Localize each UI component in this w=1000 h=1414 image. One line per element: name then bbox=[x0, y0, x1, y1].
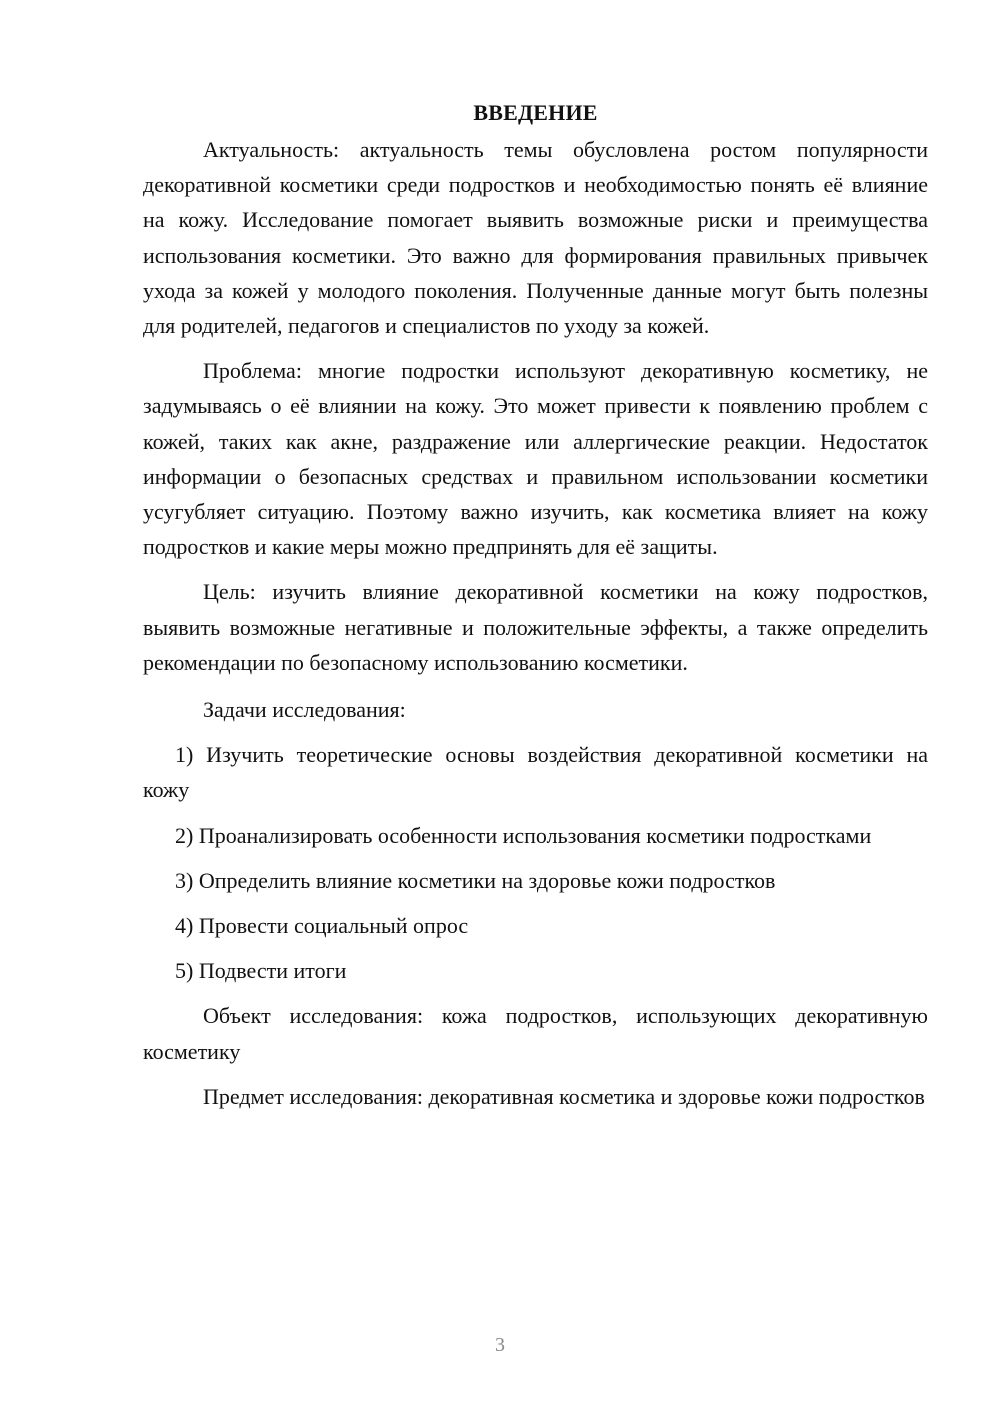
page-content bbox=[143, 95, 928, 1114]
page-number: 3 bbox=[495, 1334, 505, 1356]
task-item-4: 4) Провести социальный опрос bbox=[175, 913, 469, 939]
task-item-3: 3) Определить влияние косметики на здоровье кожи подростков bbox=[175, 867, 776, 893]
problem-paragraph: Проблема: многие подростки используют декоративную косметику, не задумываясь о её влиянии на кожу. Это может привести к появлению проблем с кожей, таких как акне, раздражение или аллергические реакции. Недостаток информации о безопасных средствах и правильном использовании косметики усугубляет ситуацию. Поэтому важно изучить, как косметика влияет на кожу подростков и какие меры можно предпринять для её защиты. bbox=[143, 358, 928, 560]
subject-paragraph: Предмет исследования: декоративная косметика и здоровье кожи подростков bbox=[203, 1083, 925, 1109]
section-title: ВВЕДЕНИЕ bbox=[473, 100, 598, 125]
goal-paragraph: Цель: изучить влияние декоративной косметики на кожу подростков, выявить возможные негативные и положительные эффекты, а также определить рекомендации по безопасному использованию косметики. bbox=[143, 579, 928, 675]
task-item-5: 5) Подвести итоги bbox=[175, 958, 347, 984]
tasks-heading: Задачи исследования: bbox=[203, 697, 406, 723]
task-item-2: 2) Проанализировать особенности использования косметики подростками bbox=[175, 822, 872, 848]
object-paragraph: Объект исследования: кожа подростков, использующих декоративную косметику bbox=[143, 1003, 928, 1064]
task-item-1: 1) Изучить теоретические основы воздействия декоративной косметики на кожу bbox=[143, 742, 928, 803]
relevance-paragraph: Актуальность: актуальность темы обусловлена ростом популярности декоративной косметики среди подростков и необходимостью понять её влияние на кожу. Исследование помогает выявить возможные риски и преимущества использования косметики. Это важно для формирования правильных привычек ухода за кожей у молодого поколения. Полученные данные могут быть полезны для родителей, педагогов и специалистов по уходу за кожей. bbox=[143, 137, 928, 339]
